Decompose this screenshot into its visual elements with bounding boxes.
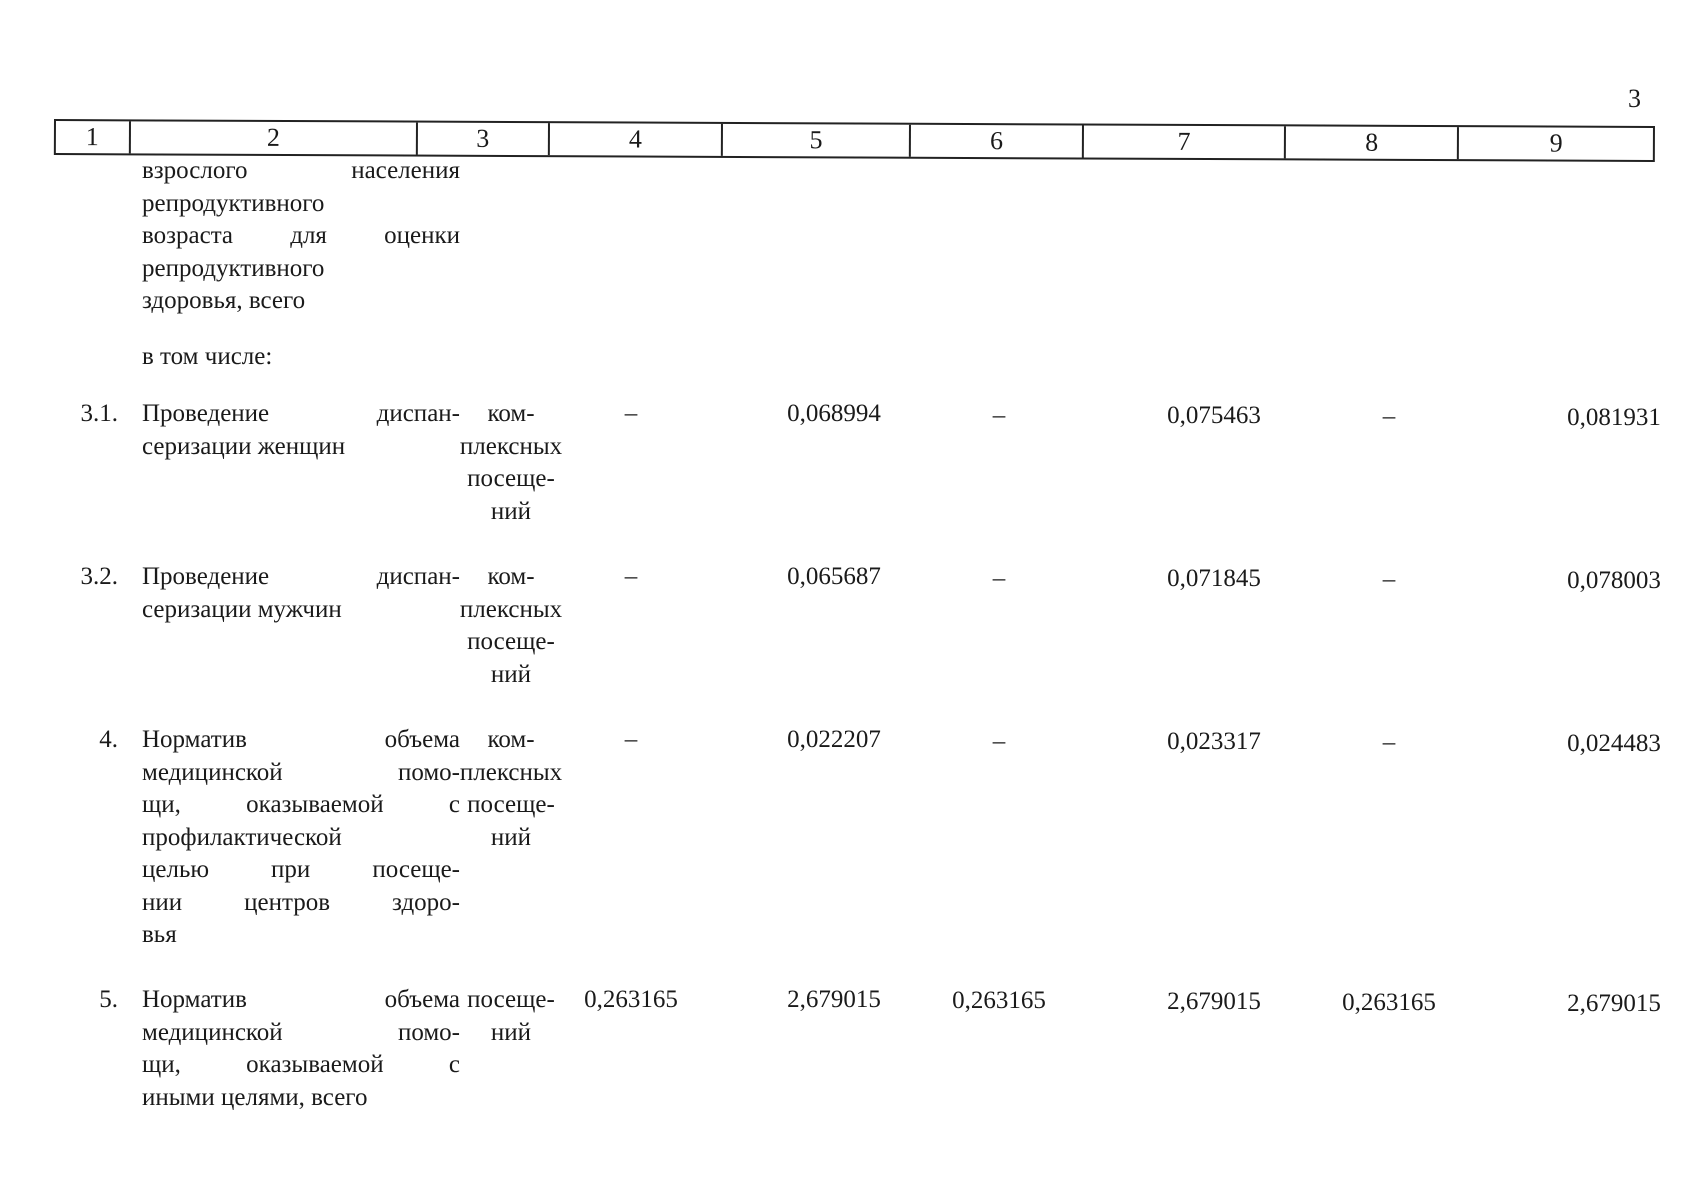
header-cell-4: 4: [550, 123, 724, 156]
row-name: [142, 984, 460, 1114]
name-line: репродуктивного: [142, 189, 325, 217]
row-value-9: 0,081931: [1567, 404, 1661, 431]
row-value-6: 0,263165: [952, 987, 1046, 1014]
row-value-4: –: [624, 400, 638, 427]
header-cell-2: 2: [131, 121, 418, 154]
name-line: взрослого населения: [142, 157, 460, 184]
name-line: вья: [142, 921, 177, 948]
row-value-6: –: [992, 728, 1006, 755]
row-value-8: –: [1382, 566, 1396, 593]
name-line: серизации женщин: [142, 432, 346, 460]
header-cell-7: 7: [1084, 125, 1286, 158]
unit-line: посеще-: [467, 791, 555, 818]
name-line: иными целями, всего: [142, 1083, 368, 1111]
header-cell-9: 9: [1549, 128, 1563, 158]
name-line: щи, оказываемой с: [142, 1051, 460, 1078]
unit-line: ком-: [487, 726, 535, 753]
unit-line: плексных: [459, 595, 563, 623]
unit-line: ний: [490, 660, 532, 688]
row-number: 4.: [99, 726, 118, 753]
unit-line: ком-: [487, 563, 535, 590]
row-value-7: 0,071845: [1167, 565, 1261, 592]
name-line: Норматив объема: [142, 726, 460, 753]
header-cell-6: 6: [911, 125, 1085, 158]
row-value-8: –: [1382, 403, 1396, 430]
name-line: целью при посеще-: [142, 856, 460, 883]
row-value-4: 0,263165: [584, 986, 678, 1013]
unit-line: посеще-: [467, 465, 555, 492]
row-value-4: –: [624, 563, 638, 590]
unit-line: ний: [490, 497, 532, 525]
name-line: нии центров здоро-: [142, 888, 460, 916]
header-cell-8: 8: [1286, 126, 1460, 159]
row-number: 3.1.: [80, 400, 118, 427]
row-value-5: 0,065687: [787, 563, 881, 590]
row-name: [142, 561, 460, 626]
unit-line: посеще-: [467, 986, 555, 1013]
name-line: медицинской помо-: [142, 758, 460, 786]
unit-line: посеще-: [467, 628, 555, 655]
row-value-4: –: [624, 726, 638, 753]
header-cell-5: 5: [723, 124, 911, 157]
row-value-7: 0,023317: [1167, 728, 1261, 755]
unit-line: ний: [490, 823, 532, 851]
name-line: Проведение диспан-: [142, 563, 460, 590]
name-line: медицинской помо-: [142, 1018, 460, 1046]
row-value-9: 0,078003: [1567, 567, 1661, 594]
page-number: 3: [1628, 84, 1641, 113]
row-value-7: 0,075463: [1167, 402, 1261, 429]
row-value-9: 0,024483: [1567, 730, 1661, 757]
header-cell-3: 3: [418, 123, 550, 156]
unit-line: плексных: [459, 758, 563, 786]
row-value-8: –: [1382, 729, 1396, 756]
name-line: щи, оказываемой с: [142, 791, 460, 818]
in-that-number-label: в том числе:: [142, 343, 273, 370]
header-cell-1: 1: [56, 121, 131, 153]
row-value-5: 0,022207: [787, 726, 881, 753]
name-line: Проведение диспан-: [142, 400, 460, 427]
name-line: возраста для оценки: [142, 222, 460, 249]
row-continuation-name: [142, 155, 460, 318]
name-line: репродуктивного: [142, 254, 325, 282]
name-line: здоровья, всего: [142, 287, 306, 314]
unit-line: ний: [490, 1018, 532, 1046]
unit-line: плексных: [459, 432, 563, 460]
row-name: [142, 398, 460, 463]
name-line: серизации мужчин: [142, 595, 342, 623]
unit-line: ком-: [487, 400, 535, 427]
name-line: Норматив объема: [142, 986, 460, 1013]
row-number: 5.: [99, 986, 118, 1013]
row-value-8: 0,263165: [1342, 989, 1436, 1016]
row-value-7: 2,679015: [1167, 988, 1261, 1015]
row-name: [142, 724, 460, 952]
row-value-9: 2,679015: [1567, 990, 1661, 1017]
row-value-6: –: [992, 565, 1006, 592]
row-value-6: –: [992, 402, 1006, 429]
row-value-5: 0,068994: [787, 400, 881, 427]
row-number: 3.2.: [80, 563, 118, 590]
row-value-5: 2,679015: [787, 986, 881, 1013]
name-line: профилактической: [142, 823, 342, 851]
